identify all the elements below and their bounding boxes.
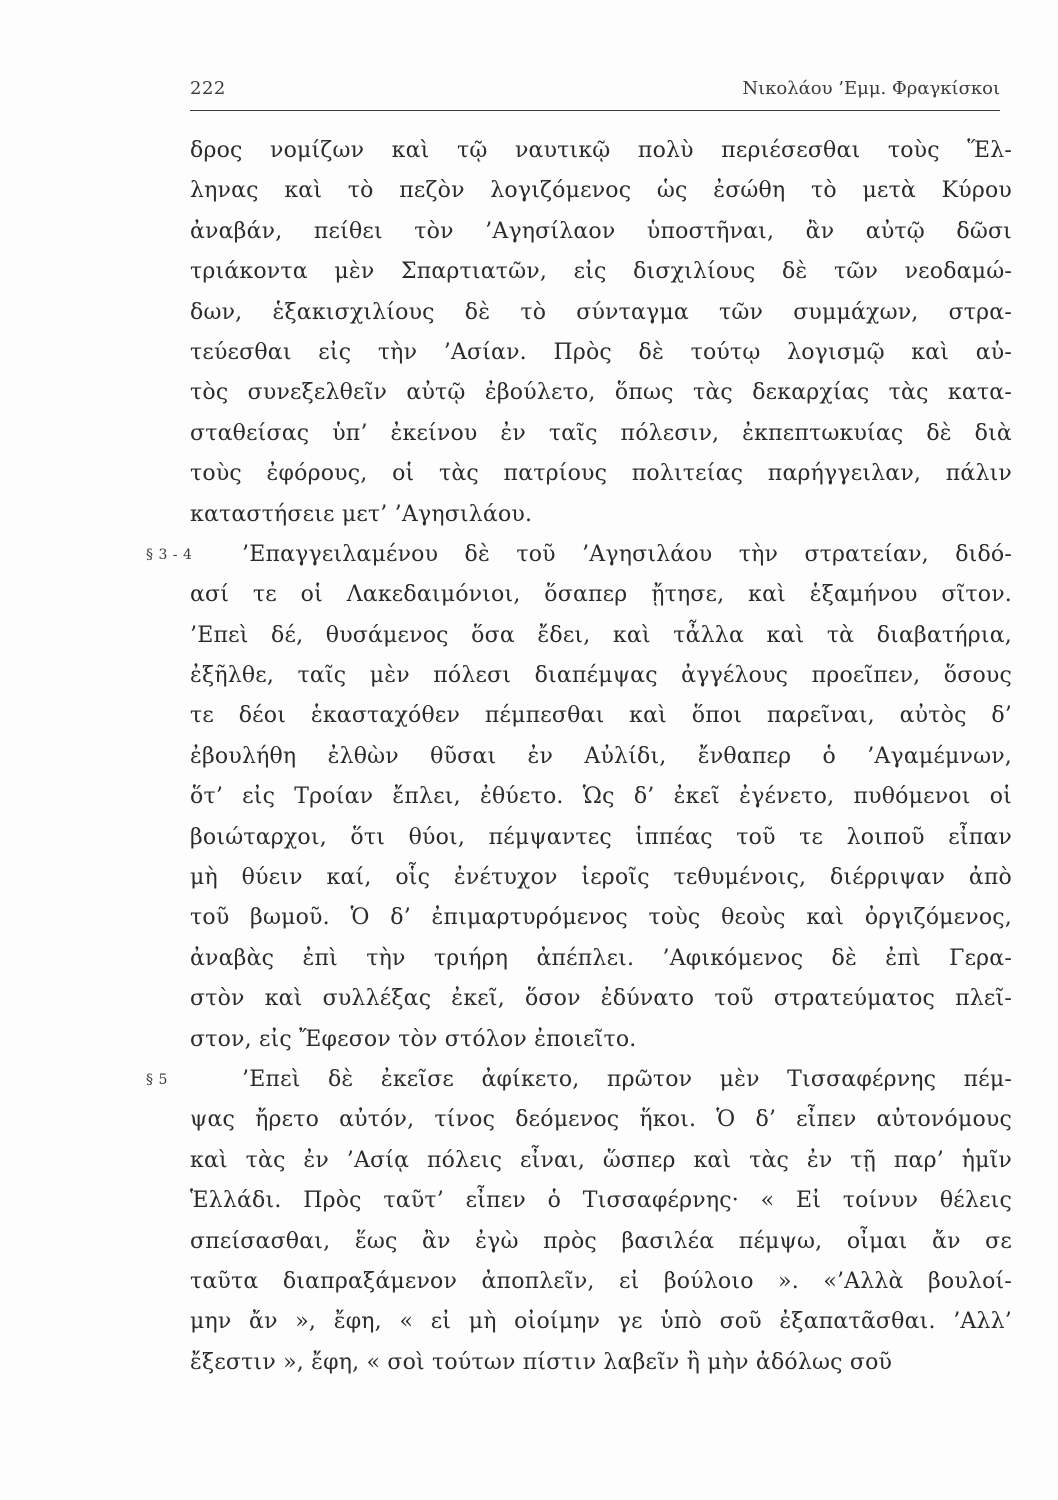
text-line [190, 373, 1012, 413]
text-line [190, 737, 1012, 777]
line-text: δων, ἑξακισχιλίους δὲ τὸ σύνταγμα τῶν συμμάχων, στρα- [190, 299, 1012, 325]
text-line [190, 656, 1012, 696]
text-line [190, 939, 1012, 979]
text-line [190, 979, 1012, 1019]
text-line [190, 1222, 1012, 1262]
section-marker: § 5 [146, 1071, 168, 1088]
page-number: 222 [190, 78, 226, 99]
line-text: σπείσασθαι, ἕως ἂν ἐγὼ πρὸς βασιλέα πέμψω, οἶμαι ἄν σε [190, 1228, 1012, 1254]
line-text: τριάκοντα μὲν Σπαρτιατῶν, εἰς δισχιλίους δὲ τῶν νεοδαμώ- [190, 259, 1012, 285]
line-text: τοῦ βωμοῦ. Ὁ δ’ ἐπιμαρτυρόμενος τοὺς θεοὺς καὶ ὀργιζόμενος, [190, 905, 1012, 931]
text-line [190, 1181, 1012, 1221]
line-text: σταθείσας ὑπ’ ἐκείνου ἐν ταῖς πόλεσιν, ἐκπεπτωκυίας δὲ διὰ [190, 420, 1012, 446]
line-text: ταῦτα διαπραξάμενον ἀποπλεῖν, εἰ βούλοιο ». «’Αλλὰ βουλοί- [190, 1268, 1012, 1294]
page-header [190, 70, 1000, 111]
text-line [190, 131, 1012, 171]
text-line [190, 898, 1012, 938]
text-line [190, 495, 1012, 535]
text-line [190, 1302, 1012, 1342]
text-line [190, 212, 1012, 252]
text-line [190, 818, 1012, 858]
text-line [190, 1262, 1012, 1302]
line-text: ὅτ’ εἰς Τροίαν ἔπλει, ἐθύετο. Ὡς δ’ ἐκεῖ ἐγένετο, πυθόμενοι οἱ [190, 784, 1012, 810]
text-line [190, 1100, 1012, 1140]
running-head: Νικολάου ’Εμμ. Φραγκίσκοι [742, 78, 1000, 99]
line-text: τὸς συνεξελθεῖν αὐτῷ ἐβούλετο, ὅπως τὰς δεκαρχίας τὰς κατα- [190, 380, 1012, 406]
text-line [146, 1060, 1012, 1100]
line-text: μὴ θύειν καί, οἷς ἐνέτυχον ἱεροῖς τεθυμένοις, διέρριψαν ἀπὸ [190, 865, 1012, 891]
line-text: βοιώταρχοι, ὅτι θύοι, πέμψαντες ἱππέας τοῦ τε λοιποῦ εἶπαν [190, 824, 1012, 850]
line-text: ἔξεστιν », ἔφη, « σοὶ τούτων πίστιν λαβεῖν ἢ μὴν ἀδόλως σοῦ [190, 1349, 893, 1375]
text-line [146, 535, 1012, 575]
text-line [190, 575, 1012, 615]
line-text: στον, εἰς Ἔφεσον τὸν στόλον ἐποιεῖτο. [190, 1026, 637, 1052]
line-text: τεύεσθαι εἰς τὴν ’Ασίαν. Πρὸς δὲ τούτῳ λογισμῷ καὶ αὐ- [190, 339, 1012, 365]
paragraph [146, 535, 1012, 1060]
text-line [190, 293, 1012, 333]
line-text: ’Επεὶ δέ, θυσάμενος ὅσα ἔδει, καὶ τἆλλα καὶ τὰ διαβατήρια, [190, 622, 1012, 648]
line-text: μην ἄν », ἔφη, « εἰ μὴ οἰοίμην γε ὑπὸ σοῦ ἐξαπατᾶσθαι. ’Αλλ’ [190, 1309, 1012, 1335]
text-line [190, 858, 1012, 898]
text-line [190, 171, 1012, 211]
section-marker: § 3 - 4 [146, 546, 193, 563]
line-text: τοὺς ἐφόρους, οἱ τὰς πατρίους πολιτείας παρήγγειλαν, πάλιν [190, 461, 1012, 487]
line-text: τε δέοι ἑκασταχόθεν πέμπεσθαι καὶ ὅποι παρεῖναι, αὐτὸς δ’ [190, 703, 1012, 729]
line-text: ασί τε οἱ Λακεδαιμόνιοι, ὅσαπερ ᾔτησε, καὶ ἑξαμήνου σῖτον. [190, 582, 1012, 608]
line-text: καταστήσειε μετ’ ’Αγησιλάου. [190, 501, 533, 527]
paragraph [146, 1060, 1012, 1383]
text-line [190, 777, 1012, 817]
text-line [190, 252, 1012, 292]
body-text [146, 131, 1012, 1383]
line-text: ἀναβάν, πείθει τὸν ’Αγησίλαον ὑποστῆναι, ἂν αὐτῷ δῶσι [190, 218, 1012, 244]
line-text: ψας ἤρετο αὐτόν, τίνος δεόμενος ἥκοι. Ὁ δ’ εἶπεν αὐτονόμους [190, 1107, 1012, 1133]
text-line [190, 616, 1012, 656]
text-line [190, 1020, 1012, 1060]
text-line [190, 414, 1012, 454]
line-text: ’Επαγγειλαμένου δὲ τοῦ ’Αγησιλάου τὴν στρατείαν, διδό- [242, 541, 1012, 567]
text-line [190, 454, 1012, 494]
line-text: ἐβουλήθη ἐλθὼν θῦσαι ἐν Αὐλίδι, ἔνθαπερ ὁ ’Αγαμέμνων, [190, 743, 1012, 769]
line-text: στὸν καὶ συλλέξας ἐκεῖ, ὅσον ἐδύνατο τοῦ στρατεύματος πλεῖ- [190, 986, 1012, 1012]
line-text: ’Επεὶ δὲ ἐκεῖσε ἀφίκετο, πρῶτον μὲν Τισσαφέρνης πέμ- [242, 1066, 1012, 1092]
line-text: δρος νομίζων καὶ τῷ ναυτικῷ πολὺ περιέσεσθαι τοὺς Ἕλ- [190, 138, 1012, 163]
paragraph [190, 131, 1012, 535]
text-line [190, 1141, 1012, 1181]
line-text: καὶ τὰς ἐν ’Ασίᾳ πόλεις εἶναι, ὥσπερ καὶ τὰς ἐν τῇ παρ’ ἡμῖν [190, 1147, 1012, 1173]
line-text: Ἑλλάδι. Πρὸς ταῦτ’ εἶπεν ὁ Τισσαφέρνης· « Εἰ τοίνυν θέλεις [190, 1188, 1012, 1214]
line-text: ἐξῆλθε, ταῖς μὲν πόλεσι διαπέμψας ἀγγέλους προεῖπεν, ὅσους [190, 663, 1012, 689]
text-line [190, 696, 1012, 736]
line-text: ἀναβὰς ἐπὶ τὴν τριήρη ἀπέπλει. ’Αφικόμενος δὲ ἐπὶ Γερα- [190, 945, 1012, 971]
line-text: ληνας καὶ τὸ πεζὸν λογιζόμενος ὡς ἐσώθη τὸ μετὰ Κύρου [190, 178, 1012, 204]
text-line [190, 1343, 1012, 1383]
text-line [190, 333, 1012, 373]
